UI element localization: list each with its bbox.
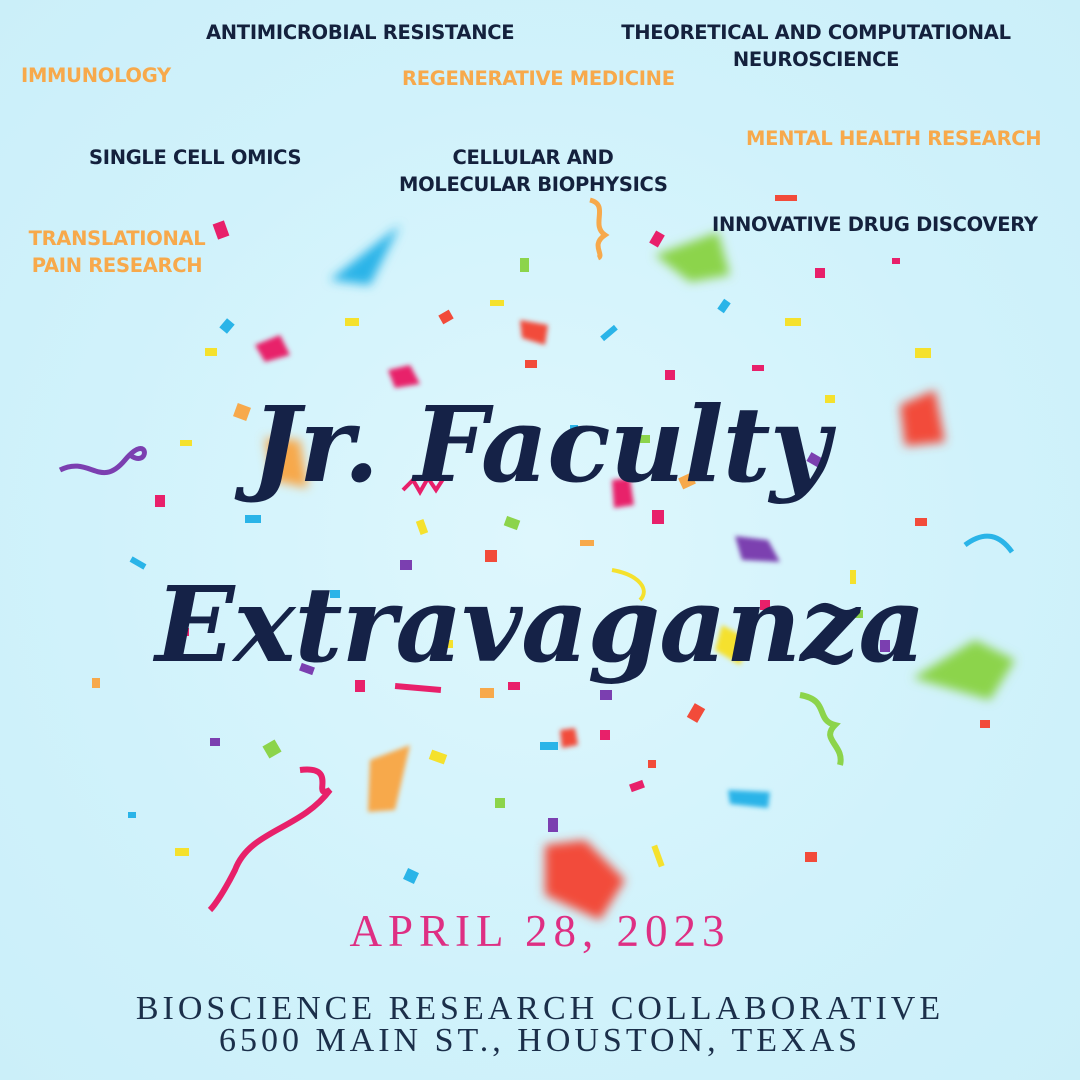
confetti-piece: [629, 780, 645, 792]
confetti-piece: [213, 220, 230, 239]
topic-text: IMMUNOLOGY: [21, 64, 171, 87]
confetti-piece: [520, 320, 548, 345]
confetti-piece: [892, 258, 900, 264]
venue-address: 6500 MAIN ST., HOUSTON, TEXAS: [218, 1022, 862, 1059]
event-venue: [0, 990, 1080, 1059]
topic-antimicrobial-resistance: [206, 19, 514, 46]
confetti-piece: [548, 818, 558, 832]
confetti-piece: [728, 790, 770, 808]
topic-mental-health-research: [746, 125, 1041, 152]
event-title-line-1: Jr. Faculty: [250, 383, 830, 506]
event-title: [0, 345, 1080, 725]
confetti-piece: [540, 742, 558, 750]
confetti-piece: [330, 225, 400, 285]
confetti-piece: [651, 845, 664, 868]
confetti-piece: [775, 195, 797, 201]
topic-text: ANTIMICROBIAL RESISTANCE: [206, 21, 515, 44]
topic-line: CELLULAR AND: [452, 146, 614, 169]
confetti-piece: [717, 299, 730, 313]
topic-regenerative-medicine: [402, 65, 675, 92]
confetti-piece: [495, 798, 505, 808]
topic-immunology: [21, 62, 171, 89]
venue-name: BIOSCIENCE RESEARCH COLLABORATIVE: [135, 990, 945, 1027]
topic-text: SINGLE CELL OMICS: [89, 146, 302, 169]
confetti-piece: [560, 728, 578, 748]
confetti-piece: [345, 318, 359, 326]
topic-text: REGENERATIVE MEDICINE: [402, 67, 675, 90]
topic-translational-pain-research: [26, 225, 208, 279]
streamer: [590, 200, 605, 258]
confetti-piece: [210, 738, 220, 746]
topic-molecular-biophysics: [399, 144, 667, 198]
confetti-piece: [175, 848, 189, 856]
confetti-piece: [600, 730, 610, 740]
topic-line: TRANSLATIONAL: [28, 227, 206, 250]
event-title-line-2: Extravaganza: [155, 563, 925, 686]
streamer: [210, 770, 330, 910]
topic-single-cell-omics: [89, 144, 301, 171]
confetti-piece: [219, 318, 234, 334]
topic-text: INNOVATIVE DRUG DISCOVERY: [712, 213, 1038, 236]
confetti-piece: [655, 232, 730, 282]
confetti-piece: [262, 739, 281, 758]
confetti-piece: [815, 268, 825, 278]
topic-text: MENTAL HEALTH RESEARCH: [746, 127, 1042, 150]
topic-line: MOLECULAR BIOPHYSICS: [399, 173, 668, 196]
confetti-piece: [520, 258, 529, 272]
confetti-piece: [600, 325, 618, 341]
confetti-piece: [648, 760, 656, 768]
topic-innovative-drug-discovery: [712, 211, 1038, 238]
confetti-piece: [368, 745, 410, 812]
confetti-piece: [785, 318, 801, 326]
event-date: APRIL 28, 2023: [349, 906, 731, 956]
confetti-piece: [805, 852, 817, 862]
confetti-piece: [128, 812, 136, 818]
confetti-piece: [429, 750, 447, 765]
confetti-piece: [403, 868, 419, 884]
topic-theoretical-neuroscience: [620, 19, 1012, 73]
topic-line: PAIN RESEARCH: [31, 254, 203, 277]
confetti-piece: [490, 300, 504, 306]
confetti-piece: [438, 310, 453, 325]
topic-line: NEUROSCIENCE: [732, 48, 900, 71]
confetti-piece: [649, 230, 665, 247]
topic-line: THEORETICAL AND COMPUTATIONAL: [621, 21, 1011, 44]
